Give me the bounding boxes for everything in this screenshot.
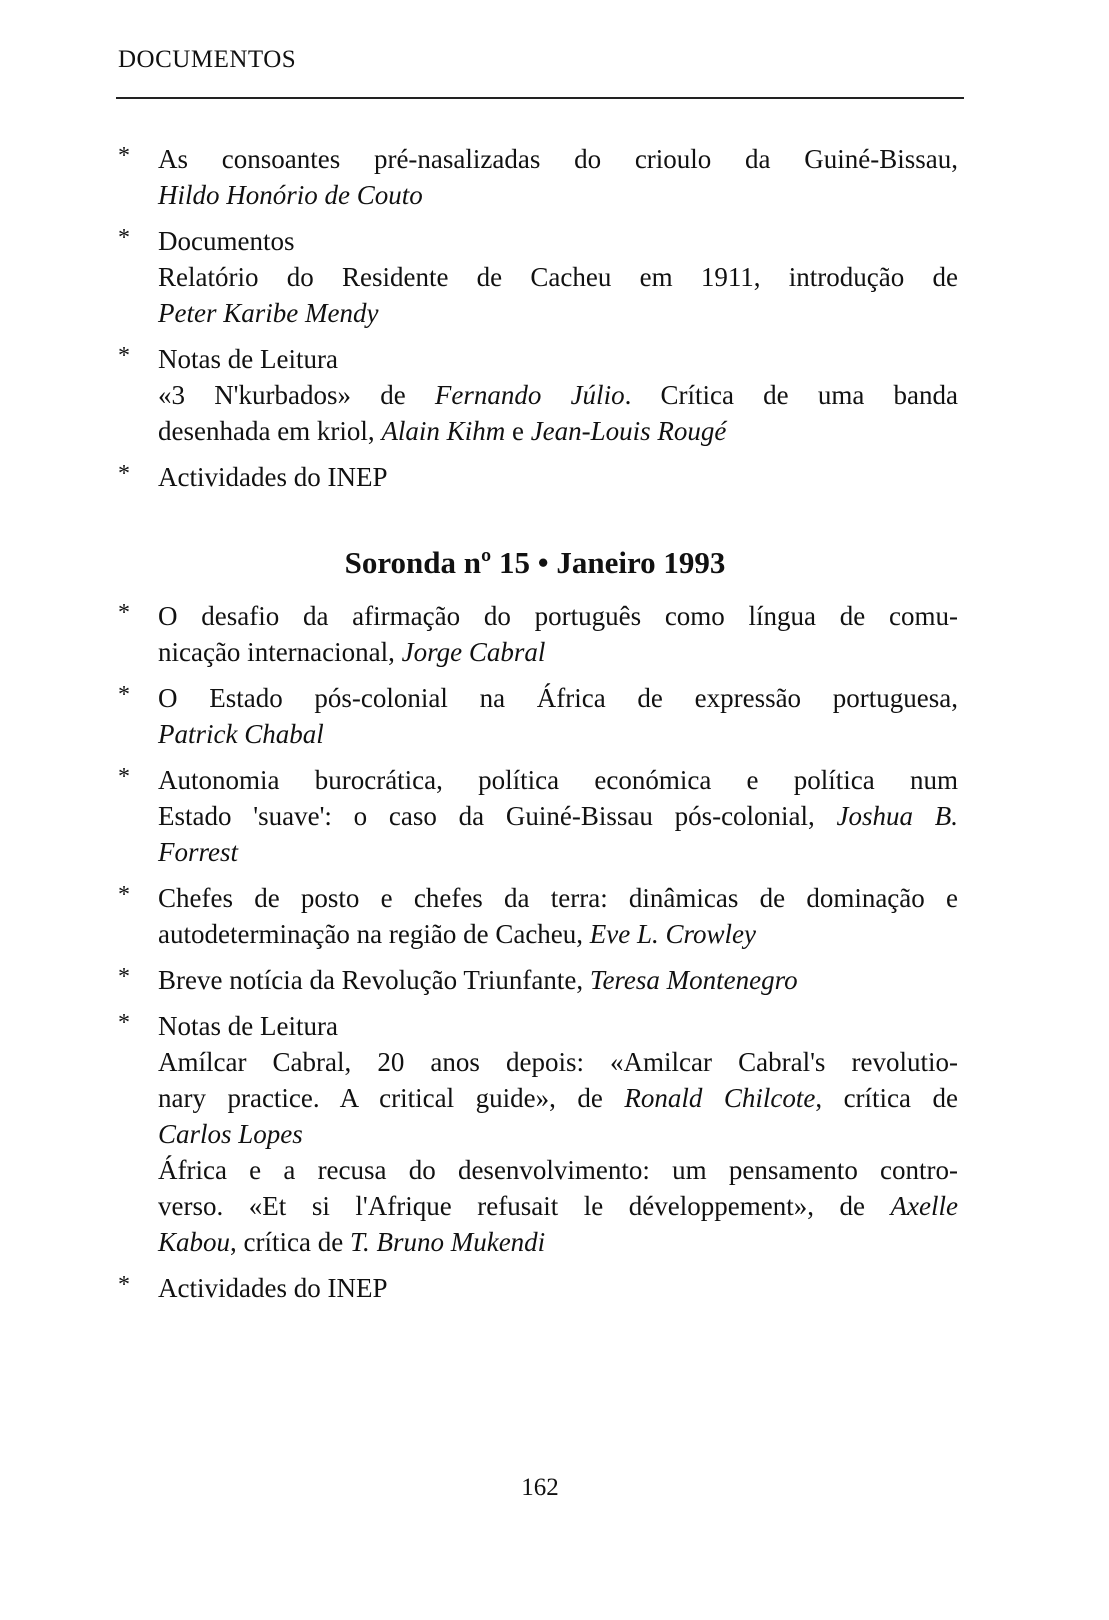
entry-line (158, 680, 958, 716)
entry-line (158, 341, 958, 377)
asterisk-bullet: * (118, 600, 130, 626)
author-or-title-italic: Ronald Chilcote (624, 1083, 816, 1113)
asterisk-bullet: * (118, 225, 130, 251)
page-number: 162 (521, 1474, 559, 1501)
contents-entry (118, 341, 958, 449)
entry-text: Documentos (158, 226, 295, 256)
contents-list-issue-15 (118, 598, 958, 1316)
entry-line (158, 177, 958, 213)
entry-line (158, 798, 958, 834)
entry-line (158, 413, 958, 449)
entry-text: Autonomia burocrática, política económica e política num (158, 765, 958, 795)
author-or-title-italic: Hildo Honório de Couto (158, 180, 423, 210)
contents-entry (118, 762, 958, 870)
entry-line (158, 762, 958, 798)
contents-entry (118, 1270, 958, 1306)
asterisk-bullet: * (118, 1272, 130, 1298)
contents-entry (118, 880, 958, 952)
entry-text: As consoantes pré-nasalizadas do crioulo da Guiné-Bissau, (158, 144, 958, 174)
entry-line (158, 880, 958, 916)
author-or-title-italic: Patrick Chabal (158, 719, 324, 749)
author-or-title-italic: Teresa Montenegro (589, 965, 798, 995)
entry-text: África e a recusa do desenvolvimento: um pensamento contro- (158, 1155, 958, 1185)
entry-text: Actividades do INEP (158, 1273, 388, 1303)
asterisk-bullet: * (118, 143, 130, 169)
entry-line (158, 1270, 958, 1306)
entry-line (158, 1152, 958, 1188)
entry-text: O Estado pós-colonial na África de expressão portuguesa, (158, 683, 958, 713)
entry-text: Chefes de posto e chefes da terra: dinâmicas de dominação e (158, 883, 958, 913)
entry-line (158, 634, 958, 670)
contents-entry (118, 1008, 958, 1260)
entry-text: Estado 'suave': o caso da Guiné-Bissau pós-colonial, (158, 801, 837, 831)
author-or-title-italic: T. Bruno Mukendi (349, 1227, 546, 1257)
entry-text: Relatório do Residente de Cacheu em 1911, introdução de (158, 262, 958, 292)
entry-line (158, 598, 958, 634)
entry-text: , crítica de (230, 1227, 350, 1257)
entry-text: Breve notícia da Revolução Triunfante, (158, 965, 590, 995)
author-or-title-italic: Jean-Louis Rougé (530, 416, 727, 446)
entry-text: verso. «Et si l'Afrique refusait le développement», de (158, 1191, 891, 1221)
author-or-title-italic: Alain Kihm (381, 416, 506, 446)
entry-text: e (505, 416, 531, 446)
author-or-title-italic: Kabou (158, 1227, 231, 1257)
contents-entry (118, 680, 958, 752)
author-or-title-italic: Jorge Cabral (401, 637, 546, 667)
entry-line (158, 259, 958, 295)
header-rule (116, 97, 964, 99)
asterisk-bullet: * (118, 461, 130, 487)
entry-line (158, 916, 958, 952)
author-or-title-italic: Forrest (158, 837, 238, 867)
entry-text: desenhada em kriol, (158, 416, 382, 446)
contents-entry (118, 962, 958, 998)
entry-text: nicação internacional, (158, 637, 402, 667)
entry-line (158, 223, 958, 259)
entry-line (158, 1188, 958, 1224)
entry-text: nary practice. A critical guide», de (158, 1083, 625, 1113)
entry-text: Notas de Leitura (158, 1011, 338, 1041)
entry-text: Actividades do INEP (158, 462, 388, 492)
author-or-title-italic: Fernando Júlio (434, 380, 625, 410)
entry-line (158, 1116, 958, 1152)
author-or-title-italic: Carlos Lopes (158, 1119, 303, 1149)
author-or-title-italic: Peter Karibe Mendy (158, 298, 379, 328)
author-or-title-italic: Joshua B. (836, 801, 959, 831)
entry-text: autodeterminação na região de Cacheu, (158, 919, 590, 949)
issue-heading: Soronda nº 15 • Janeiro 1993 (344, 545, 726, 580)
entry-text: Amílcar Cabral, 20 anos depois: «Amilcar Cabral's revolutio- (158, 1047, 958, 1077)
asterisk-bullet: * (118, 682, 130, 708)
asterisk-bullet: * (118, 343, 130, 369)
entry-line (158, 1008, 958, 1044)
contents-entry (118, 598, 958, 670)
entry-line (158, 834, 958, 870)
entry-line (158, 1080, 958, 1116)
entry-line (158, 141, 958, 177)
entry-text: , crítica de (815, 1083, 959, 1113)
entry-line (158, 1224, 958, 1260)
asterisk-bullet: * (118, 764, 130, 790)
contents-list-previous-issue (118, 141, 958, 505)
asterisk-bullet: * (118, 1010, 130, 1036)
author-or-title-italic: Axelle (890, 1191, 958, 1221)
entry-text: Notas de Leitura (158, 344, 338, 374)
entry-line (158, 295, 958, 331)
running-header: DOCUMENTOS (118, 46, 297, 73)
entry-text: O desafio da afirmação do português como língua de comu- (158, 601, 958, 631)
entry-line (158, 1044, 958, 1080)
author-or-title-italic: Eve L. Crowley (589, 919, 757, 949)
contents-entry (118, 459, 958, 495)
contents-entry (118, 141, 958, 213)
entry-text: «3 N'kurbados» de (158, 380, 435, 410)
entry-line (158, 459, 958, 495)
entry-line (158, 716, 958, 752)
contents-entry (118, 223, 958, 331)
asterisk-bullet: * (118, 882, 130, 908)
entry-line (158, 377, 958, 413)
asterisk-bullet: * (118, 964, 130, 990)
entry-line (158, 962, 958, 998)
entry-text: . Crítica de uma banda (624, 380, 958, 410)
